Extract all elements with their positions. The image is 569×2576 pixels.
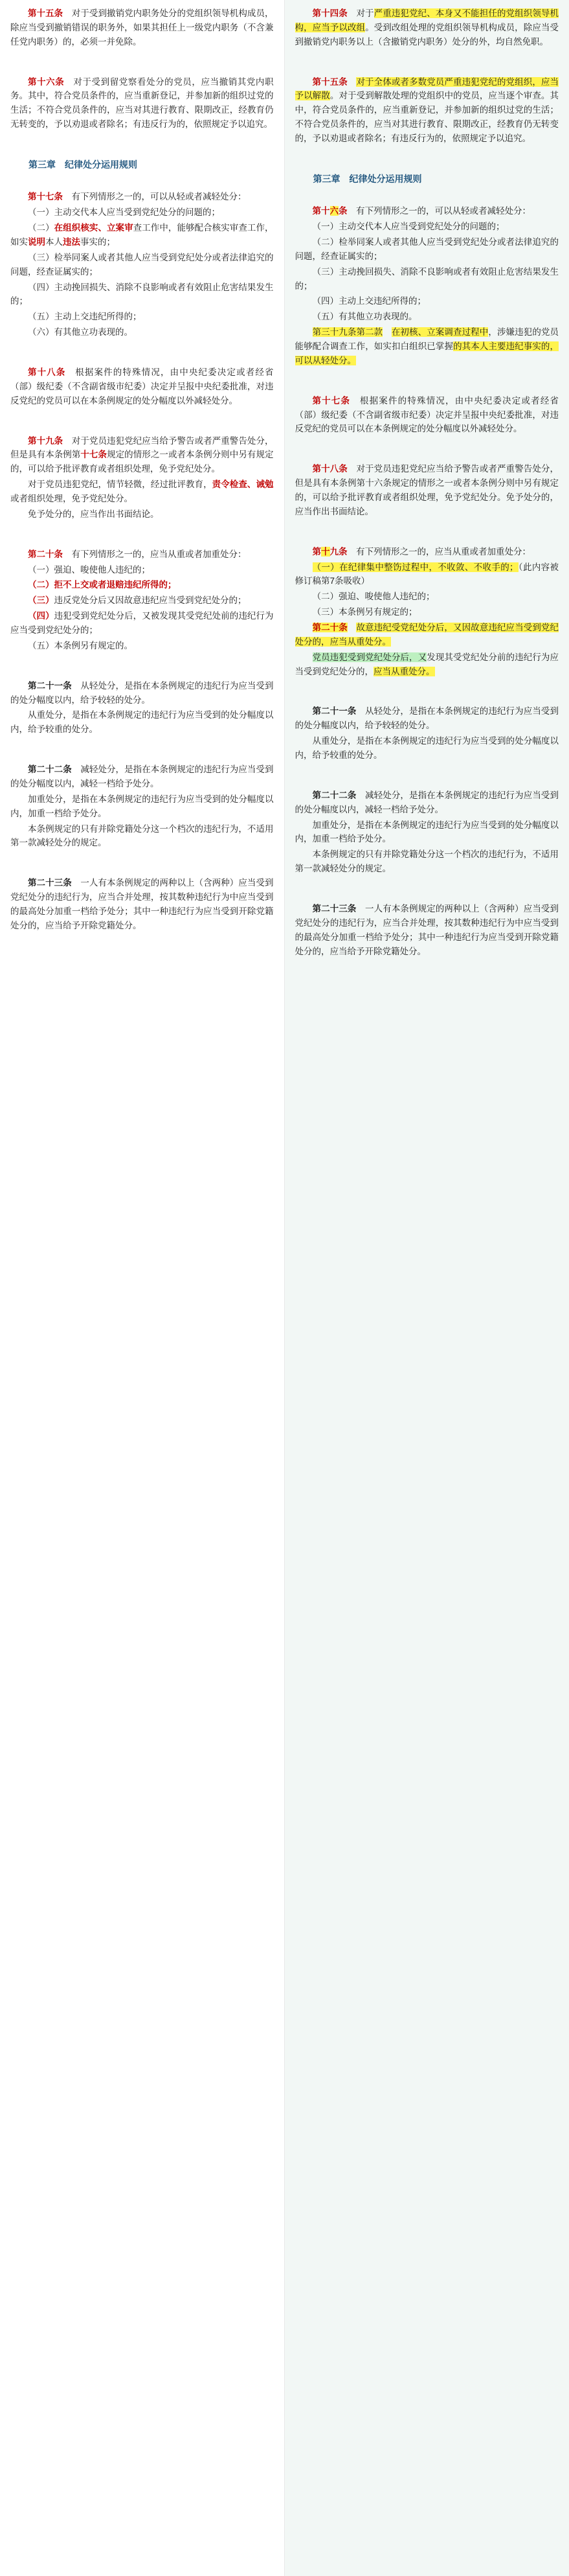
paragraph: 对于党员违犯党纪，情节轻微，经过批评教育，责令检查、诫勉或者组织处理，免予党纪处分。 — [10, 479, 274, 504]
paragraph — [295, 462, 559, 518]
article-number: 第二十条 — [28, 549, 63, 559]
paragraph — [295, 704, 559, 733]
article-text: 减轻处分，是指在本条例规定的违纪行为应当受到的处分幅度以内，减轻一档给予处分。 — [10, 765, 274, 789]
paragraph-item: （五）本条例另有规定的。 — [28, 640, 133, 650]
highlight-text: 应当从重处分。 — [329, 636, 391, 647]
highlight-text: 在初核、立案调查过程中 — [391, 327, 489, 338]
paragraph-item: （四）违犯受到党纪处分后，又被发现其受党纪处前的违纪行为应当受到党纪处分的； — [10, 611, 274, 636]
article-block — [10, 547, 274, 653]
article-text: 减轻处分，是指在本条例规定的违纪行为应当受到的处分幅度以内，减轻一档给予处分。 — [295, 790, 559, 814]
article-text: 有下列情形之一的，可以从轻或者减轻处分： — [63, 192, 247, 202]
emphasis-text: 违法 — [63, 236, 80, 247]
article-block — [295, 704, 559, 762]
article-number: 第十七条 — [28, 192, 63, 202]
article-block — [295, 788, 559, 876]
highlight-text: 严重违犯党纪、本身又不能担任的党组织领导机构，应当予以改组 — [295, 8, 559, 32]
paragraph-item: （三）本条例另有规定的； — [312, 607, 418, 617]
chapter-heading-block — [10, 157, 274, 172]
article-text: 一人有本条例规定的两种以上（含两种）应当受到党纪处分的违纪行为，应当合并处理，按其数种违纪行为中应当受到的最高处分加重一档给予处分；其中一种违纪行为应当受到开除党籍处分的，应当给予开除党籍处分。 — [10, 878, 274, 930]
article-number: 第十八条 — [312, 464, 348, 474]
paragraph — [10, 365, 274, 408]
highlight-text: 的其本人主要违纪事实的，可以从轻处分。 — [295, 341, 559, 365]
paragraph-item: （一）强迫、唆使他人违纪的； — [28, 564, 150, 575]
paragraph: 第十九条 有下列情形之一的，应当从重或者加重处分： — [312, 546, 531, 557]
paragraph: 本条例规定的只有并除党籍处分这一个档次的违纪行为，不适用第一款减轻处分的规定。 — [10, 823, 274, 848]
article-number: 第二十三条 — [312, 904, 357, 914]
article-block — [295, 902, 559, 958]
paragraph: 第十四条 对于严重违犯党纪、本身又不能担任的党组织领导机构，应当予以改组。受到改组处理的党组织领导机构成员，除应当受到撤销党内职务以上（含撤销党内职务）处分的外，均自然免职。 — [295, 8, 559, 47]
paragraph: 第十九条 对于党员违犯党纪应当给予警告或者严重警告处分，但是具有本条例第十七条规定的情形之一或者本条例分则中另有规定的，可以给予批评教育或者组织处理，免予党纪处分。 — [10, 435, 274, 474]
article-number: 第十七条 — [312, 395, 351, 406]
emphasis-text: 责令检查、诫勉 — [212, 479, 274, 490]
paragraph — [10, 763, 274, 791]
highlight-text: （一）在纪律集中整饬过程中，不收敛、不收手的； — [312, 562, 519, 572]
paragraph: 免予处分的，应当作出书面结论。 — [28, 509, 159, 519]
paragraph-item: 第三十九条第二款 在初核、立案调查过程中，涉嫌违犯的党员能够配合调查工作，如实扣白组织已掌握的其本人主要违纪事实的，可以从轻处分。 — [295, 327, 559, 365]
paragraph-item: （一）在纪律集中整饬过程中，不收敛、不收手的；（此内容被修订稿第7条吸收） — [295, 562, 559, 586]
paragraph-item: （二）强迫、唆使他人违纪的； — [312, 592, 435, 602]
paragraph-item: （四）主动上交违纪所得的； — [312, 296, 426, 306]
article-number: 第二十三条 — [28, 878, 72, 888]
article-number: 第十九条 — [28, 435, 63, 446]
emphasis-text: 在组织核实、立案审 — [54, 223, 133, 233]
paragraph — [295, 394, 559, 437]
article-number: 第十五条 — [312, 76, 348, 87]
article-text: 对于受到撤销党内职务处分的党组织领导机构成员，除应当受到撤销错误的职务外，如果其担任上一级党内职务（不含兼任党内职务）的，必须一并免除。 — [10, 8, 274, 47]
article-block — [295, 394, 559, 437]
article-number: 第二十二条 — [28, 765, 72, 775]
article-number: 第十六条 — [28, 76, 65, 87]
chapter-heading-block — [295, 172, 559, 186]
article-block — [10, 365, 274, 408]
article-block — [295, 75, 559, 146]
paragraph — [295, 902, 559, 958]
paragraph: 从重处分，是指在本条例规定的违纪行为应当受到的处分幅度以内，给予较重的处分。 — [10, 710, 274, 735]
paragraph: 加重处分，是指在本条例规定的违纪行为应当受到的处分幅度以内，加重一档给予处分。 — [10, 794, 274, 818]
paragraph-item: （一）主动交代本人应当受到党纪处分的问题的； — [28, 207, 220, 218]
paragraph-item: （四）主动挽回损失、消除不良影响或者有效阻止危害结果发生的； — [10, 282, 274, 306]
paragraph-item-highlight: （二）拒不上交或者退赔违纪所得的； — [28, 580, 177, 590]
paragraph-item: （三）主动挽回损失、消除不良影响或者有效阻止危害结果发生的； — [295, 266, 559, 291]
paragraph — [10, 75, 274, 132]
emphasis-text: 十七条 — [80, 450, 107, 460]
article-block — [10, 190, 274, 339]
article-number: 第十九条 — [312, 546, 348, 557]
right-version-column — [285, 0, 569, 2576]
chapter-title: 第三章 纪律处分运用规则 — [313, 173, 422, 184]
paragraph — [10, 190, 274, 204]
highlight-text: 对于全体或者多数党员严重违犯党纪的党组织，应当予以解散 — [295, 76, 559, 101]
highlight-text: 故意违纪受党纪处分后，又因故意违纪应当受到党纪处分的， — [295, 623, 559, 647]
paragraph-item: 党员违犯受到党纪处分后，又发现其受党纪处分前的违纪行为应当受到党纪处分的，应当从重处分。 — [295, 652, 559, 676]
paragraph: 第二十条 有下列情形之一的，应当从重或者加重处分： — [28, 549, 247, 559]
article-number: 第十五条 — [28, 8, 63, 18]
paragraph — [295, 788, 559, 817]
article-block — [295, 204, 559, 367]
article-number: 第十六条 — [312, 206, 348, 216]
paragraph-item: （二）检举同案人或者其他人应当受到党纪处分或者法律追究的问题，经查证属实的； — [295, 236, 559, 261]
article-number: 第十四条 — [312, 8, 348, 18]
paragraph-item: （三）检举同案人或者其他人应当受到党纪处分或者法律追究的问题，经查证属实的； — [10, 252, 274, 277]
paragraph-item: （五）有其他立功表现的。 — [312, 312, 418, 322]
article-block — [10, 763, 274, 850]
item-marker: （四） — [28, 611, 54, 621]
paragraph-item: （二）在组织核实、立案审查工作中，能够配合核实审查工作，如实说明本人违法事实的； — [10, 223, 274, 247]
paragraph: 从重处分，是指在本条例规定的违纪行为应当受到的处分幅度以内，给予较重的处分。 — [295, 736, 559, 761]
article-number: 第二十二条 — [312, 790, 357, 800]
article-block — [10, 434, 274, 522]
article-number: 第二十一条 — [28, 680, 72, 691]
paragraph-item: （一）主动交代本人应当受到党纪处分的问题的； — [312, 222, 505, 232]
article-block — [295, 462, 559, 518]
paragraph: 加重处分，是指在本条例规定的违纪行为应当受到的处分幅度以内，加重一档给予处分。 — [295, 820, 559, 844]
article-number: 第二十一条 — [312, 706, 357, 717]
article-block — [10, 679, 274, 737]
article-number-highlight: 第二十条 — [312, 623, 348, 633]
chapter-title: 第三章 纪律处分运用规则 — [28, 159, 137, 170]
paragraph — [10, 6, 274, 49]
article-text: 对于受到留党察看处分的党员，应当撤销其党内职务。其中，符合党员条件的，应当重新登记，并参加新的组织过党的生活；不符合党员条件的，应当对其进行教育、限期改正，经教育仍无转变的，予以劝退或者除名；有违反行为的，依照规定予以追究。 — [10, 76, 274, 130]
emphasis-text: 说明 — [28, 236, 45, 247]
paragraph: 第十六条 有下列情形之一的，可以从轻或者减轻处分： — [312, 206, 531, 216]
paragraph — [10, 679, 274, 707]
highlight-text-green: 党员违犯受到党纪处分后，又 — [312, 652, 427, 662]
article-block — [295, 545, 559, 679]
article-text: 一人有本条例规定的两种以上（含两种）应当受到党纪处分的违纪行为，应当合并处理，按其数种违纪行为中应当受到的最高处分加重一档给予处分；其中一种违纪行为应当受到开除党籍处分的，应当给予开除党籍处分。 — [295, 904, 559, 956]
article-block — [10, 6, 274, 49]
item-marker: （三） — [28, 595, 54, 606]
paragraph-item: （五）主动上交违纪所得的； — [28, 312, 142, 322]
paragraph-item — [295, 621, 559, 649]
highlight-text: 第三十九条第二款 — [312, 327, 383, 338]
article-number: 第十八条 — [28, 367, 66, 377]
article-text: 对于党员违犯党纪应当给予警告或者严重警告处分，但是具有本条例第十六条规定的情形之一或者本条例分则中另有规定的，可以给予批评教育或者组织处理，免予党纪处分。免予处分的，应当作出书面结论。 — [295, 464, 559, 516]
highlight-text: 应当从重处分。 — [374, 666, 435, 676]
article-text: 从轻处分，是指在本条例规定的违纪行为应当受到的处分幅度以内，给予较轻的处分。 — [10, 680, 274, 705]
paragraph — [10, 876, 274, 932]
paragraph-item: （三）违反党处分后又因故意违纪应当受到党纪处分的； — [28, 595, 247, 606]
article-block — [10, 75, 274, 132]
paragraph-item: （六）有其他立功表现的。 — [28, 327, 133, 338]
article-text: 根据案件的特殊情况，由中央纪委决定或者经省（部）级纪委（不含副省级市纪委）决定并呈报中央纪委批准，对违反党纪的党员可以在本条例规定的处分幅度以外减轻处分。 — [295, 395, 559, 434]
paragraph: 本条例规定的只有并除党籍处分这一个档次的违纪行为，不适用第一款减轻处分的规定。 — [295, 849, 559, 874]
article-text: 根据案件的特殊情况，由中央纪委决定或者经省（部）级纪委（不含副省级市纪委）决定并呈报中央纪委批准，对违反党纪的党员可以在本条例规定的处分幅度以外减轻处分。 — [10, 367, 274, 406]
article-text: 从轻处分，是指在本条例规定的违纪行为应当受到的处分幅度以内，给予较轻的处分。 — [295, 706, 559, 731]
article-block — [10, 876, 274, 932]
article-block — [295, 6, 559, 49]
paragraph: 第十五条 对于全体或者多数党员严重违犯党纪的党组织，应当予以解散。对于受到解散处理的党组织中的党员，应当逐个审查。其中，符合党员条件的，应当重新登记，并参加新的组织过党的生活；不符合党员条件的，应当对其进行教育、限期改正，经教育仍无转变的，予以劝退或者除名；有违反行为的，依照规定予以追究。 — [295, 76, 559, 144]
